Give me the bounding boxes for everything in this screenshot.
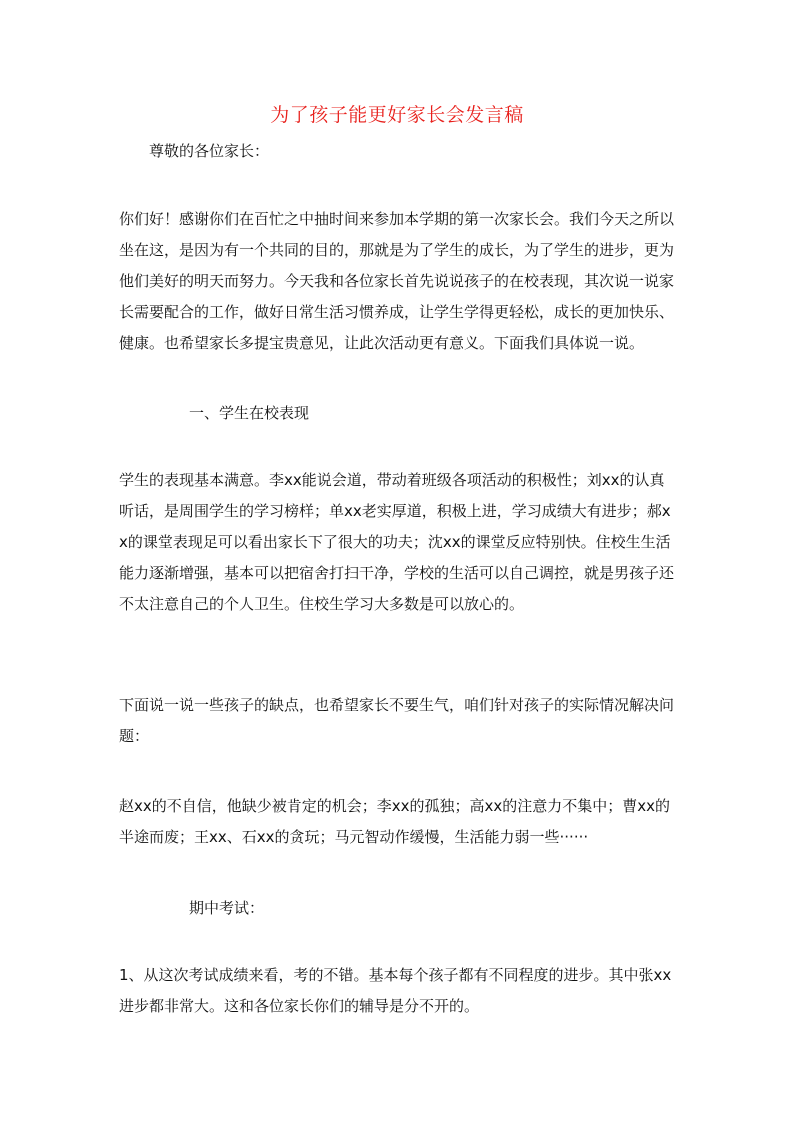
- paragraph-exam-results: 1、从这次考试成绩来看，考的不错。基本每个孩子都有不同程度的进步。其中张xx进步都非常大。这和各位家长你们的辅导是分不开的。: [119, 966, 672, 1015]
- paragraph-student-performance: 学生的表现基本满意。李xx能说会道，带动着班级各项活动的积极性；刘xx的认真听话，是周围学生的学习榜样；单xx老实厚道，积极上进，学习成绩大有进步；郝xx的课堂表现足可以看出家长下了很大的功夫；沈xx的课堂反应特别快。住校生生活能力逐渐增强，基本可以把宿舍打扫干净，学校的生活可以自己调控，就是男孩子还不太注意自己的个人卫生。住校生学习大多数是可以放心的。: [119, 471, 675, 613]
- paragraph-intro: 你们好！感谢你们在百忙之中抽时间来参加本学期的第一次家长会。我们今天之所以坐在这，是因为有一个共同的目的，那就是为了学生的成长，为了学生的进步，更为他们美好的明天而努力。今天我和各位家长首先说说孩子的在校表现，其次说一说家长需要配合的工作，做好日常生活习惯养成，让学生学得更轻松，成长的更加快乐、健康。也希望家长多提宝贵意见，让此次活动更有意义。下面我们具体说一说。: [119, 210, 675, 352]
- section-heading-midterm-exam: 期中考试：: [189, 899, 265, 917]
- section-heading-school-performance: 一、学生在校表现: [189, 404, 310, 422]
- paragraph-shortcomings-intro: 下面说一说一些孩子的缺点，也希望家长不要生气，咱们针对孩子的实际情况解决问题：: [119, 696, 675, 745]
- salutation: 尊敬的各位家长：: [149, 142, 270, 160]
- document-title: 为了孩子能更好家长会发言稿: [270, 104, 524, 126]
- paragraph-shortcomings-list: 赵xx的不自信，他缺少被肯定的机会；李xx的孤独；高xx的注意力不集中；曹xx的半途而废；王xx、石xx的贪玩；马元智动作缓慢，生活能力弱一些······: [119, 797, 671, 846]
